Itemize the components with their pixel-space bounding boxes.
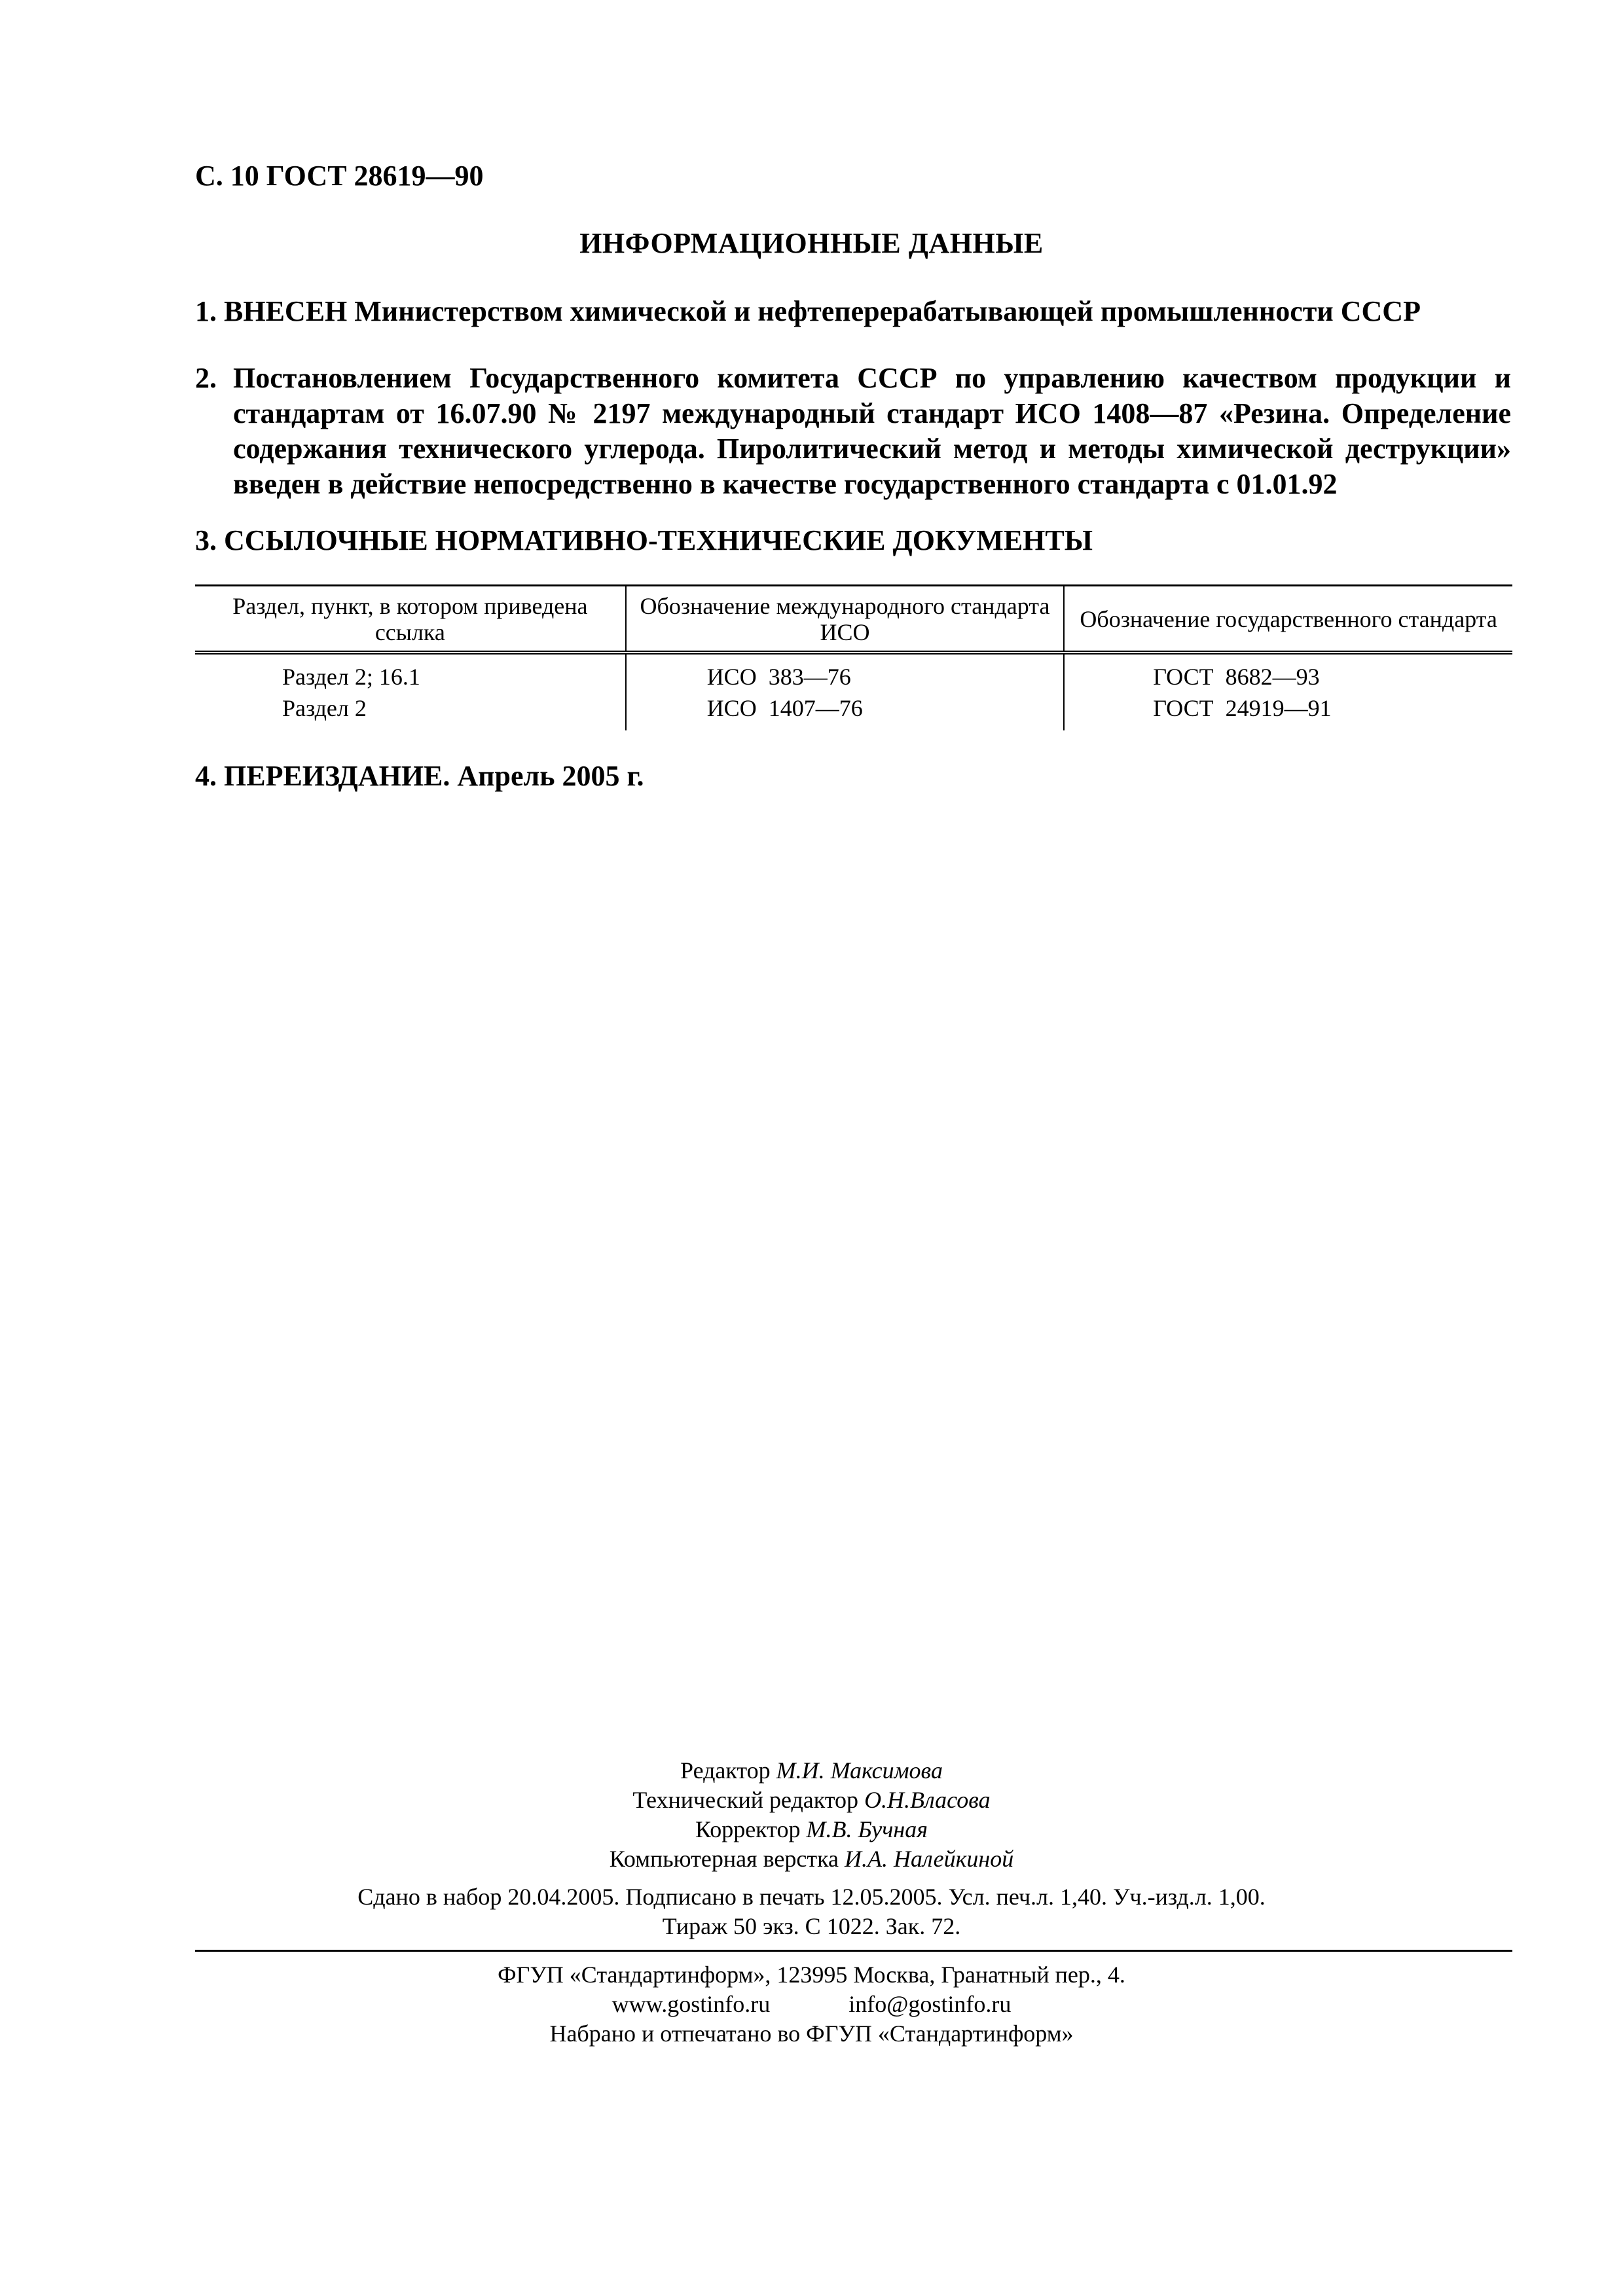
print-info-line: Сдано в набор 20.04.2005. Подписано в печать 12.05.2005. Усл. печ.л. 1,40. Уч.-изд.л. 1,00. (357, 1884, 1266, 1910)
column-header-iso: Обозначение международного стандарта ИСО (626, 586, 1065, 653)
item-introduced-by: 1. ВНЕСЕН Министерством химической и нефтеперерабатывающей промышленности СССР (195, 295, 1421, 327)
credit-line (0, 1815, 1623, 1844)
credit-role: Технический редактор (632, 1787, 859, 1813)
column-header-section: Раздел, пункт, в котором приведена ссылка (232, 593, 588, 645)
credit-role: Корректор (695, 1816, 801, 1842)
publisher-block (0, 1960, 1623, 2049)
publisher-website[interactable]: www.gostinfo.ru (611, 1991, 771, 2017)
item-approval-resolution (195, 361, 1511, 502)
print-info (0, 1882, 1623, 1941)
print-info-line: Тираж 50 экз. С 1022. Зак. 72. (662, 1913, 961, 1939)
table-cell: Раздел 2; 16.1 (282, 664, 420, 690)
footer-divider (195, 1950, 1512, 1952)
table-cell: ИСО 1407—76 (706, 695, 863, 721)
column-section (195, 653, 626, 730)
publisher-contacts (0, 1990, 1623, 2019)
credit-name: И.А. Налейкиной (845, 1846, 1014, 1872)
credit-line (0, 1844, 1623, 1874)
item-number: 2. (195, 362, 217, 394)
credits-block (0, 1756, 1623, 1874)
credit-line (0, 1785, 1623, 1815)
credit-role: Компьютерная верстка (609, 1846, 839, 1872)
publisher-address: ФГУП «Стандартинформ», 123995 Москва, Гранатный пер., 4. (498, 1962, 1125, 1988)
item-reference-documents-heading: 3. ССЫЛОЧНЫЕ НОРМАТИВНО-ТЕХНИЧЕСКИЕ ДОКУМЕНТЫ (195, 524, 1093, 556)
page-header: С. 10 ГОСТ 28619—90 (195, 160, 484, 192)
credit-name: М.И. Максимова (776, 1757, 943, 1784)
table-header-row (195, 586, 1512, 653)
credit-line (0, 1756, 1623, 1785)
credit-role: Редактор (680, 1757, 771, 1784)
publisher-printed-by: Набрано и отпечатано во ФГУП «Стандартинформ» (549, 2020, 1074, 2047)
item-text: Постановлением Государственного комитета СССР по управлению качеством продукции и стандартам от 16.07.90 № 2197 международный стандарт ИСО 1408—87 «Резина. Определение содержания технического углерода. Пиролитический метод и методы химической деструкции» введен в действие непосредственно в качестве государственного стандарта с 01.01.92 (233, 362, 1511, 500)
table-cell: ГОСТ 8682—93 (1153, 664, 1320, 690)
credit-name: О.Н.Власова (864, 1787, 991, 1813)
column-iso (626, 653, 1065, 730)
table-cell: Раздел 2 (282, 695, 367, 721)
column-gost (1064, 653, 1512, 730)
table-cell: ГОСТ 24919—91 (1153, 695, 1332, 721)
table-cell: ИСО 383—76 (706, 664, 851, 690)
credit-name: М.В. Бучная (806, 1816, 928, 1842)
column-header-gost: Обозначение государственного стандарта (1064, 586, 1512, 653)
table-body (195, 653, 1512, 730)
section-title: ИНФОРМАЦИОННЫЕ ДАННЫЕ (579, 227, 1044, 259)
reference-documents-table (195, 584, 1512, 730)
item-reissue: 4. ПЕРЕИЗДАНИЕ. Апрель 2005 г. (195, 760, 644, 792)
publisher-email[interactable]: info@gostinfo.ru (848, 1991, 1012, 2017)
